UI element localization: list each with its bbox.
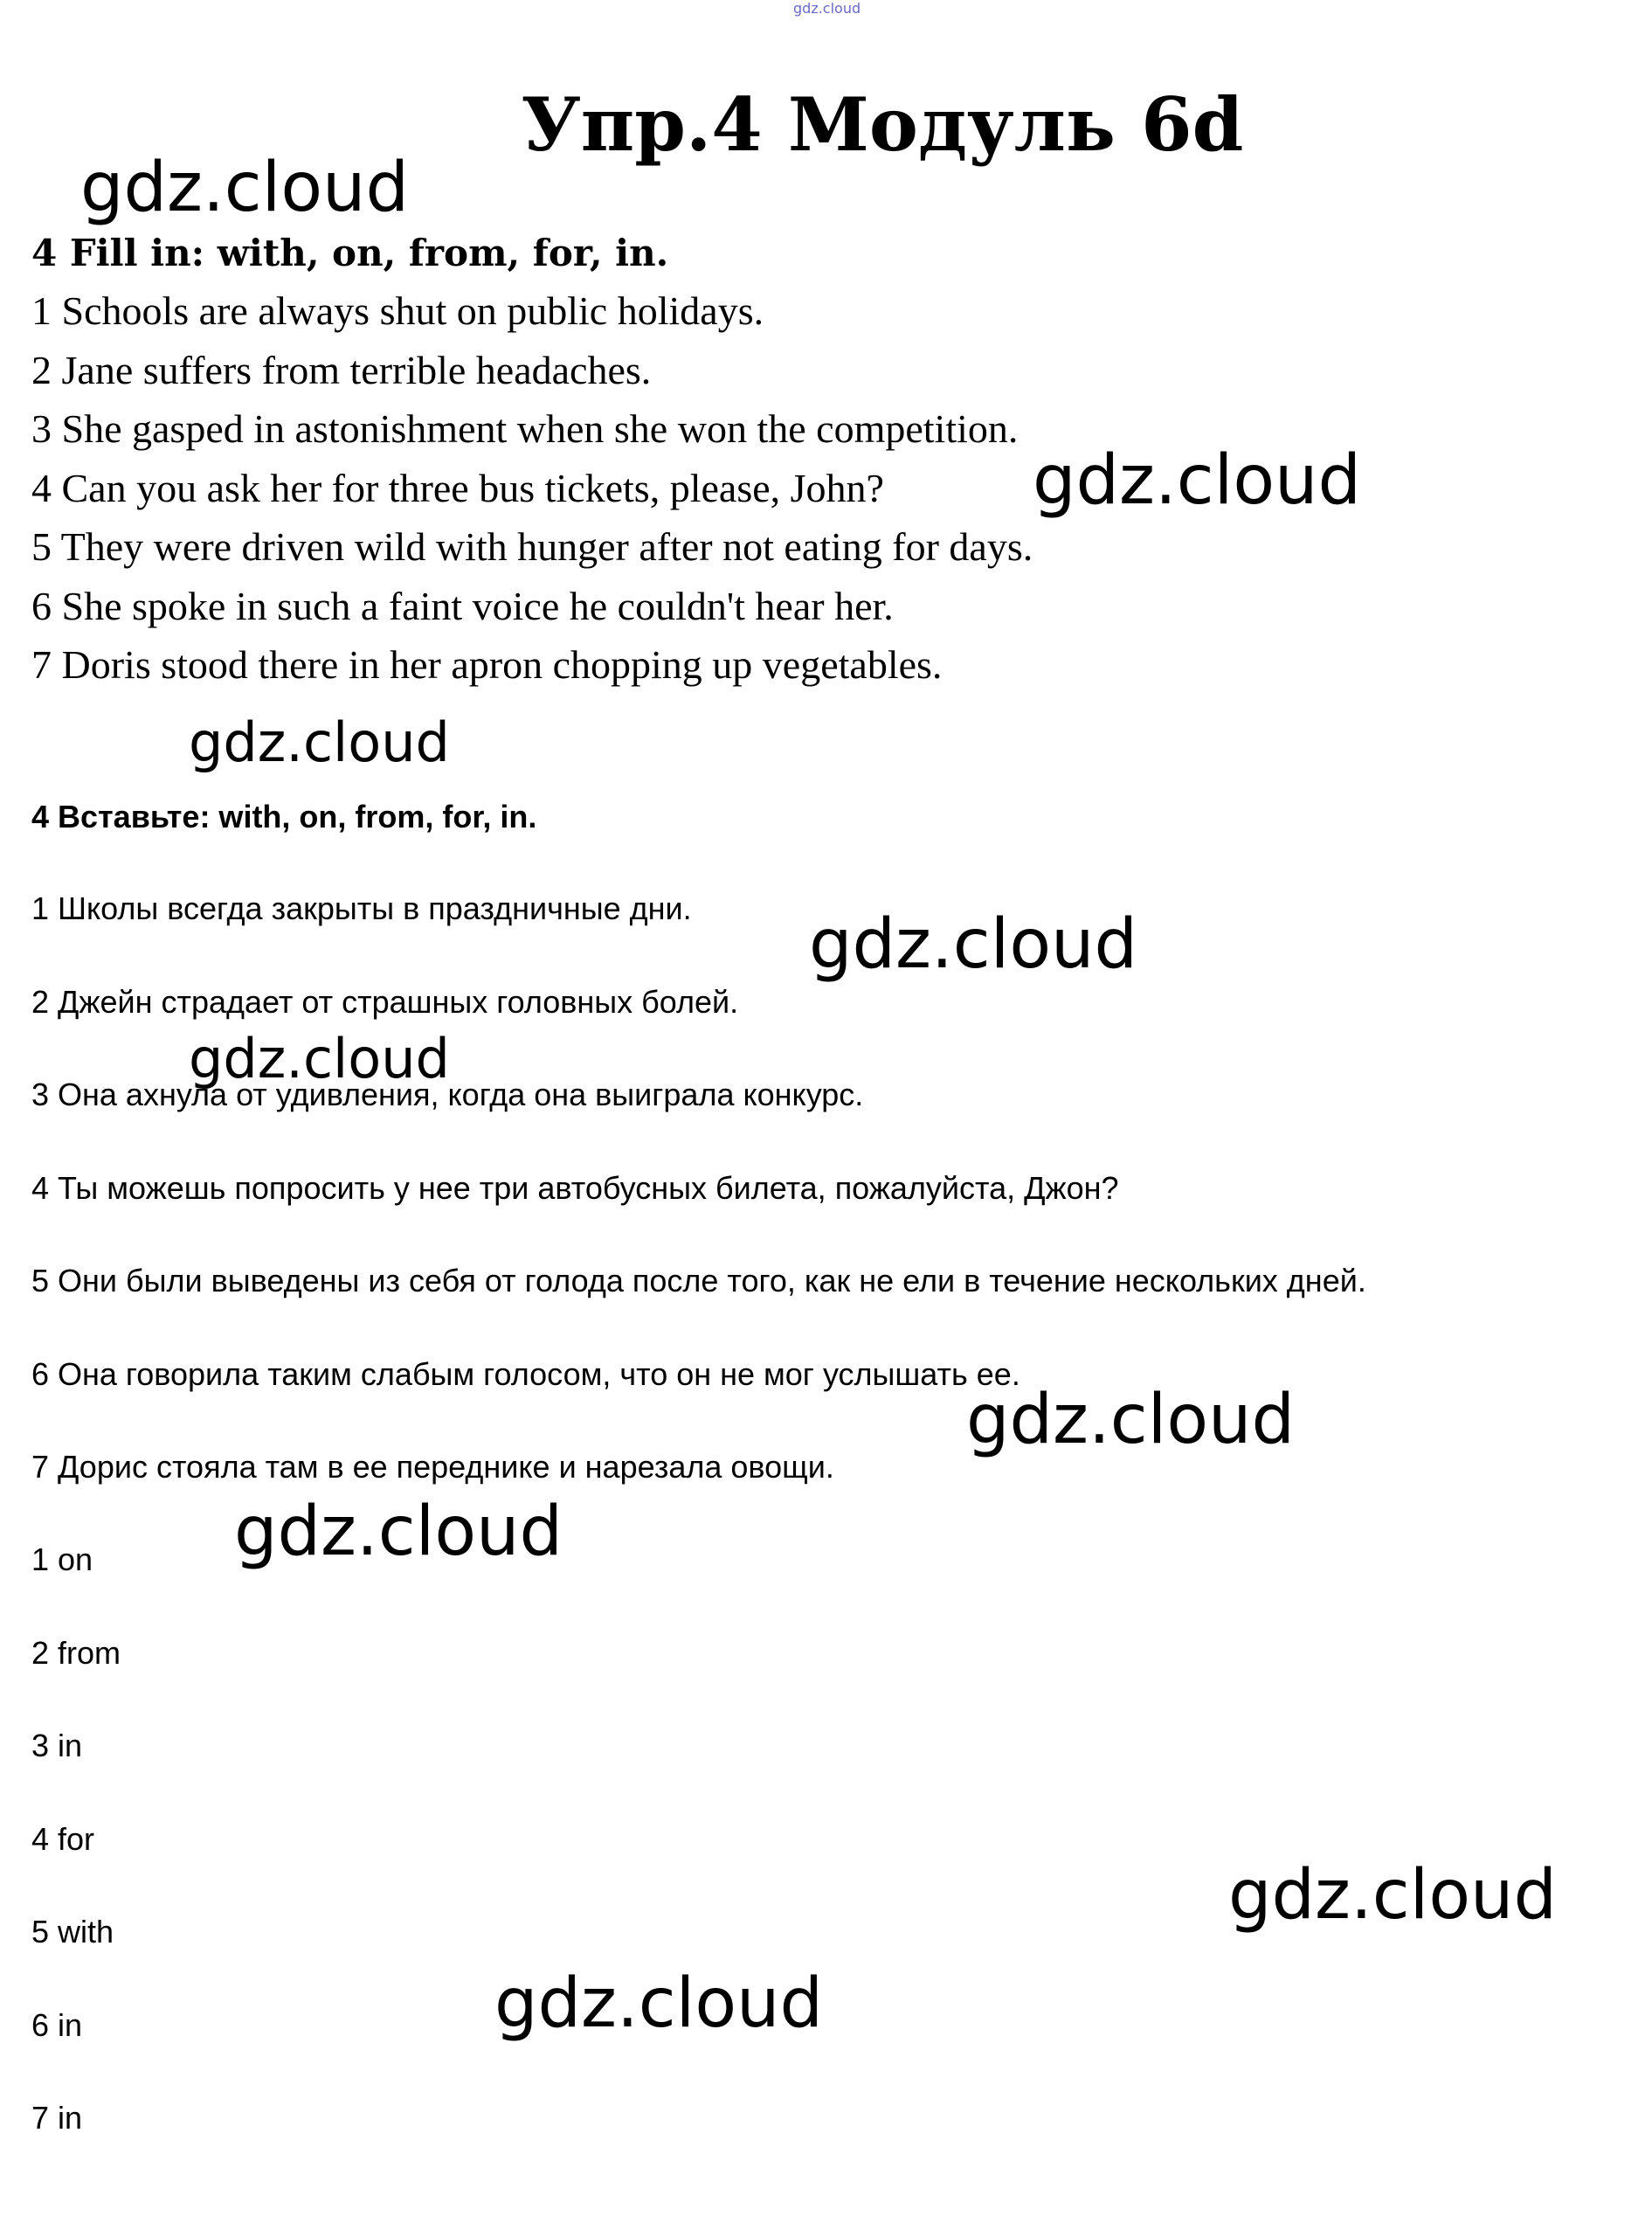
watermark-text: gdz.cloud bbox=[966, 1381, 1295, 1459]
answer-item: 6 in bbox=[31, 2006, 83, 2043]
english-sentence: 5 They were driven wild with hunger after not eating for days. bbox=[31, 524, 1033, 569]
watermark-text: gdz.cloud bbox=[80, 149, 409, 227]
english-sentence-list bbox=[31, 281, 1033, 695]
english-sentence: 3 She gasped in astonishment when she won the competition. bbox=[31, 406, 1019, 451]
english-sentence: 6 She spoke in such a faint voice he couldn't hear her. bbox=[31, 583, 894, 628]
russian-task-heading: 4 Вставьте: with, on, from, for, in. bbox=[31, 799, 537, 835]
watermark-text: gdz.cloud bbox=[809, 905, 1137, 984]
answer-item: 5 with bbox=[31, 1914, 114, 1950]
russian-sentence: 5 Они были выведены из себя от голода после того, как не ели в течение нескольких дней. bbox=[31, 1263, 1366, 1299]
watermark-text: gdz.cloud bbox=[1228, 1856, 1557, 1935]
page-title: Упр.4 Модуль 6d bbox=[521, 81, 1244, 168]
answer-item: 7 in bbox=[31, 2100, 83, 2136]
watermark-text: gdz.cloud bbox=[189, 1027, 450, 1091]
english-task-heading: 4 Fill in: with, on, from, for, in. bbox=[31, 232, 669, 274]
watermark-text: gdz.cloud bbox=[234, 1492, 563, 1571]
answer-item: 3 in bbox=[31, 1728, 83, 1763]
answer-item: 2 from bbox=[31, 1634, 121, 1671]
russian-sentence: 2 Джейн страдает от страшных головных болей. bbox=[31, 983, 739, 1020]
english-sentence: 7 Doris stood there in her apron chopping up vegetables. bbox=[31, 642, 943, 687]
russian-sentence: 6 Она говорила таким слабым голосом, что он не мог услышать ее. bbox=[31, 1355, 1020, 1392]
answer-item: 4 for bbox=[31, 1820, 95, 1857]
russian-sentence: 7 Дорис стояла там в ее переднике и нарезала овощи. bbox=[31, 1449, 834, 1485]
english-sentence: 4 Can you ask her for three bus tickets, please, John? bbox=[31, 465, 884, 510]
english-sentence: 2 Jane suffers from terrible headaches. bbox=[31, 347, 652, 392]
english-sentence: 1 Schools are always shut on public holidays. bbox=[31, 288, 764, 333]
answer-item: 1 on bbox=[31, 1541, 93, 1577]
watermark-text: gdz.cloud bbox=[1033, 441, 1361, 520]
russian-sentence: 3 Она ахнула от удивления, когда она выиграла конкурс. bbox=[31, 1077, 864, 1112]
russian-sentence: 4 Ты можешь попросить у нее три автобусных билета, пожалуйста, Джон? bbox=[31, 1169, 1119, 1206]
watermark-text: gdz.cloud bbox=[494, 1964, 823, 2043]
answer-list bbox=[31, 1538, 121, 2190]
watermark-text: gdz.cloud bbox=[189, 710, 450, 774]
russian-sentence: 1 Школы всегда закрыты в праздничные дни. bbox=[31, 890, 692, 926]
top-watermark: gdz.cloud bbox=[793, 0, 861, 17]
